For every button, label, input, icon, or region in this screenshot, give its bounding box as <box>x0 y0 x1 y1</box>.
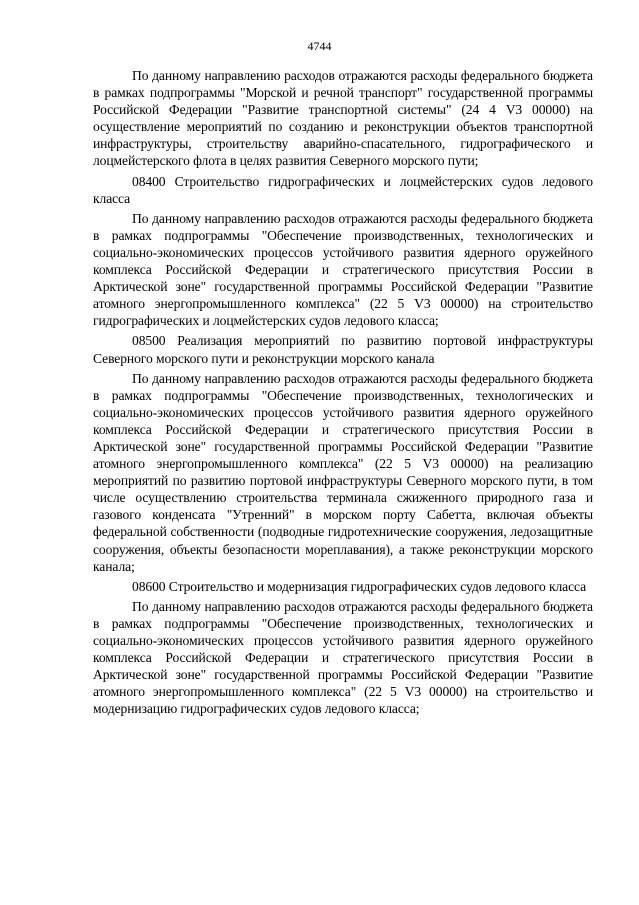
page-number: 4744 <box>307 39 332 53</box>
paragraph-description-08600: По данному направлению расходов отражаются расходы федерального бюджета в рамках подпрограммы "Обеспечение производственных, технологических и социально-экономических процессов устойчивого развития ядерного оружейного комплекса Российской Федерации и стратегического присутствия России в Арктической зоне" государственной программы Российской Федерации "Развитие атомного энергопромышленного комплекса" (22 5 V3 00000) на строительство и модернизацию гидрографических судов ледового класса; <box>93 598 593 717</box>
paragraph-description-08500: По данному направлению расходов отражаются расходы федерального бюджета в рамках подпрограммы "Обеспечение производственных, технологических и социально-экономических процессов устойчивого развития ядерного оружейного комплекса Российской Федерации и стратегического присутствия России в Арктической зоне" государственной программы Российской Федерации "Развитие атомного энергопромышленного комплекса" (22 5 V3 00000) на реализацию мероприятий по развитию портовой инфраструктуры Северного морского пути, в том числе осуществлению строительства терминала сжиженного природного газа и газового конденсата "Утренний" в морском порту Сабетта, включая объекты федеральной собственности (подводные гидротехнические сооружения, ледозащитные сооружения, объекты безопасности мореплавания), а также реконструкции морского канала; <box>93 370 593 574</box>
paragraph-code-08600: 08600 Строительство и модернизация гидрографических судов ледового класса <box>132 578 587 594</box>
document-body <box>93 67 593 720</box>
paragraph-code-08500: 08500 Реализация мероприятий по развитию портовой инфраструктуры Северного морского пути и реконструкции морского канала <box>93 333 593 366</box>
paragraph-description-transport: По данному направлению расходов отражаются расходы федерального бюджета в рамках подпрограммы "Морской и речной транспорт" государственной программы Российской Федерации "Развитие транспортной системы" (24 4 V3 00000) на осуществление мероприятий по созданию и реконструкции объектов транспортной инфраструктуры, строительству аварийно-спасательного, гидрографического и лоцмейстерского флота в целях развития Северного морского пути; <box>93 68 593 169</box>
paragraph-code-08400: 08400 Строительство гидрографических и лоцмейстерских судов ледового класса <box>93 173 593 206</box>
paragraph-description-08400: По данному направлению расходов отражаются расходы федерального бюджета в рамках подпрограммы "Обеспечение производственных, технологических и социально-экономических процессов устойчивого развития ядерного оружейного комплекса Российской Федерации и стратегического присутствия России в Арктической зоне" государственной программы Российской Федерации "Развитие атомного энергопромышленного комплекса" (22 5 V3 00000) на строительство гидрографических и лоцмейстерских судов ледового класса; <box>93 210 593 329</box>
